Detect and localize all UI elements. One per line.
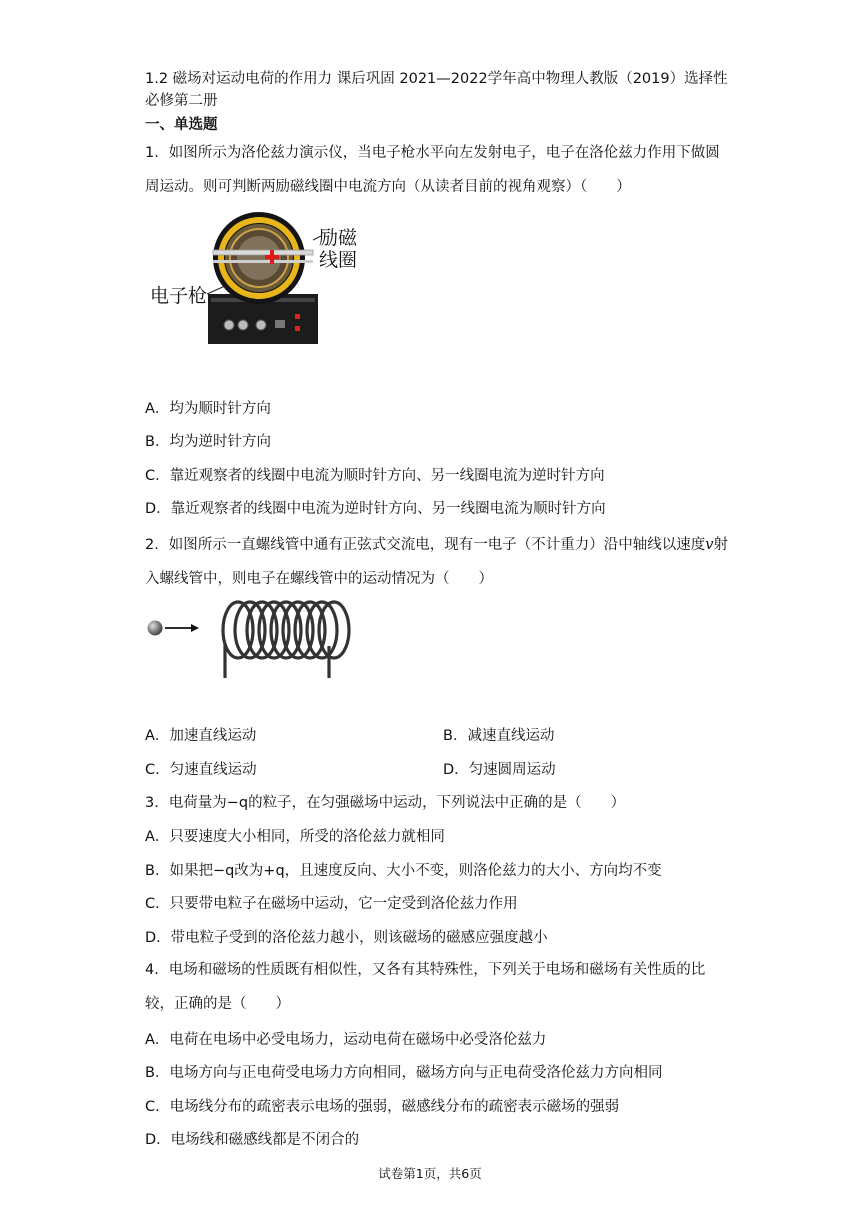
q2-option-c: C．匀速直线运动 [145,762,257,778]
q2-option-b: B．减速直线运动 [443,728,555,744]
coil-label-line1: 励磁 [319,227,358,249]
q3-option-a: A．只要速度大小相同，所受的洛伦兹力就相同 [145,829,445,845]
q3-option-d: D．带电粒子受到的洛伦兹力越小，则该磁场的磁感应强度越小 [145,930,548,946]
q3-option-c: C．只要带电粒子在磁场中运动，它一定受到洛伦兹力作用 [145,896,518,912]
document-title: 1.2 磁场对运动电荷的作用力 课后巩固 2021—2022学年高中物理人教版（2019）选择性必修第二册 [145,71,728,109]
q2-velocity-var: v [705,537,714,553]
question-3-text: 3．电荷量为−q的粒子，在匀强磁场中运动，下列说法中正确的是（ ） [145,795,626,811]
section-heading: 一、单选题 [145,117,218,133]
q4-option-a: A．电荷在电场中必受电场力，运动电荷在磁场中必受洛伦兹力 [145,1032,547,1048]
solenoid-figure [143,596,353,682]
question-4-text: 4．电场和磁场的性质既有相似性，又各有其特殊性，下列关于电场和磁场有关性质的比较，正确的是（ ） [145,962,706,1012]
q1-option-c: C．靠近观察者的线圈中电流为顺时针方向、另一线圈电流为逆时针方向 [145,468,605,484]
coil-label-line2: 线圈 [319,249,358,271]
q4-option-d: D．电场线和磁感线都是不闭合的 [145,1132,360,1148]
question-2-text [145,528,730,596]
question-1-text: 1．如图所示为洛伦兹力演示仪，当电子枪水平向左发射电子，电子在洛伦兹力作用下做圆周运动。则可判断两励磁线圈中电流方向（从读者目前的视角观察）（ ） [145,145,720,195]
q2-option-d: D．匀速圆周运动 [443,762,556,778]
q2-option-a: A．加速直线运动 [145,728,257,744]
solenoid-coil [223,602,349,678]
gun-label: 电子枪 [150,285,208,307]
q4-option-b: B．电场方向与正电荷受电场力方向相同，磁场方向与正电荷受洛伦兹力方向相同 [145,1065,663,1081]
q2-text-part2: 射入螺线管中，则电子在螺线管中的运动情况为（ ） [145,537,728,587]
page-footer: 试卷第1页，共6页 [378,1166,482,1181]
q1-option-d: D．靠近观察者的线圈中电流为逆时针方向、另一线圈电流为顺时针方向 [145,501,606,517]
q2-text-part1: 2．如图所示一直螺线管中通有正弦式交流电，现有一电子（不计重力）沿中轴线以速度 [145,537,706,553]
q3-option-b: B．如果把−q改为+q，且速度反向、大小不变，则洛伦兹力的大小、方向均不变 [145,863,662,879]
q1-option-a: A．均为顺时针方向 [145,401,271,417]
q1-option-b: B．均为逆时针方向 [145,434,271,450]
lorentz-demonstrator-figure [145,210,365,350]
q4-option-c: C．电场线分布的疏密表示电场的强弱，磁感线分布的疏密表示磁场的强弱 [145,1099,620,1115]
electron-ball [148,621,163,636]
